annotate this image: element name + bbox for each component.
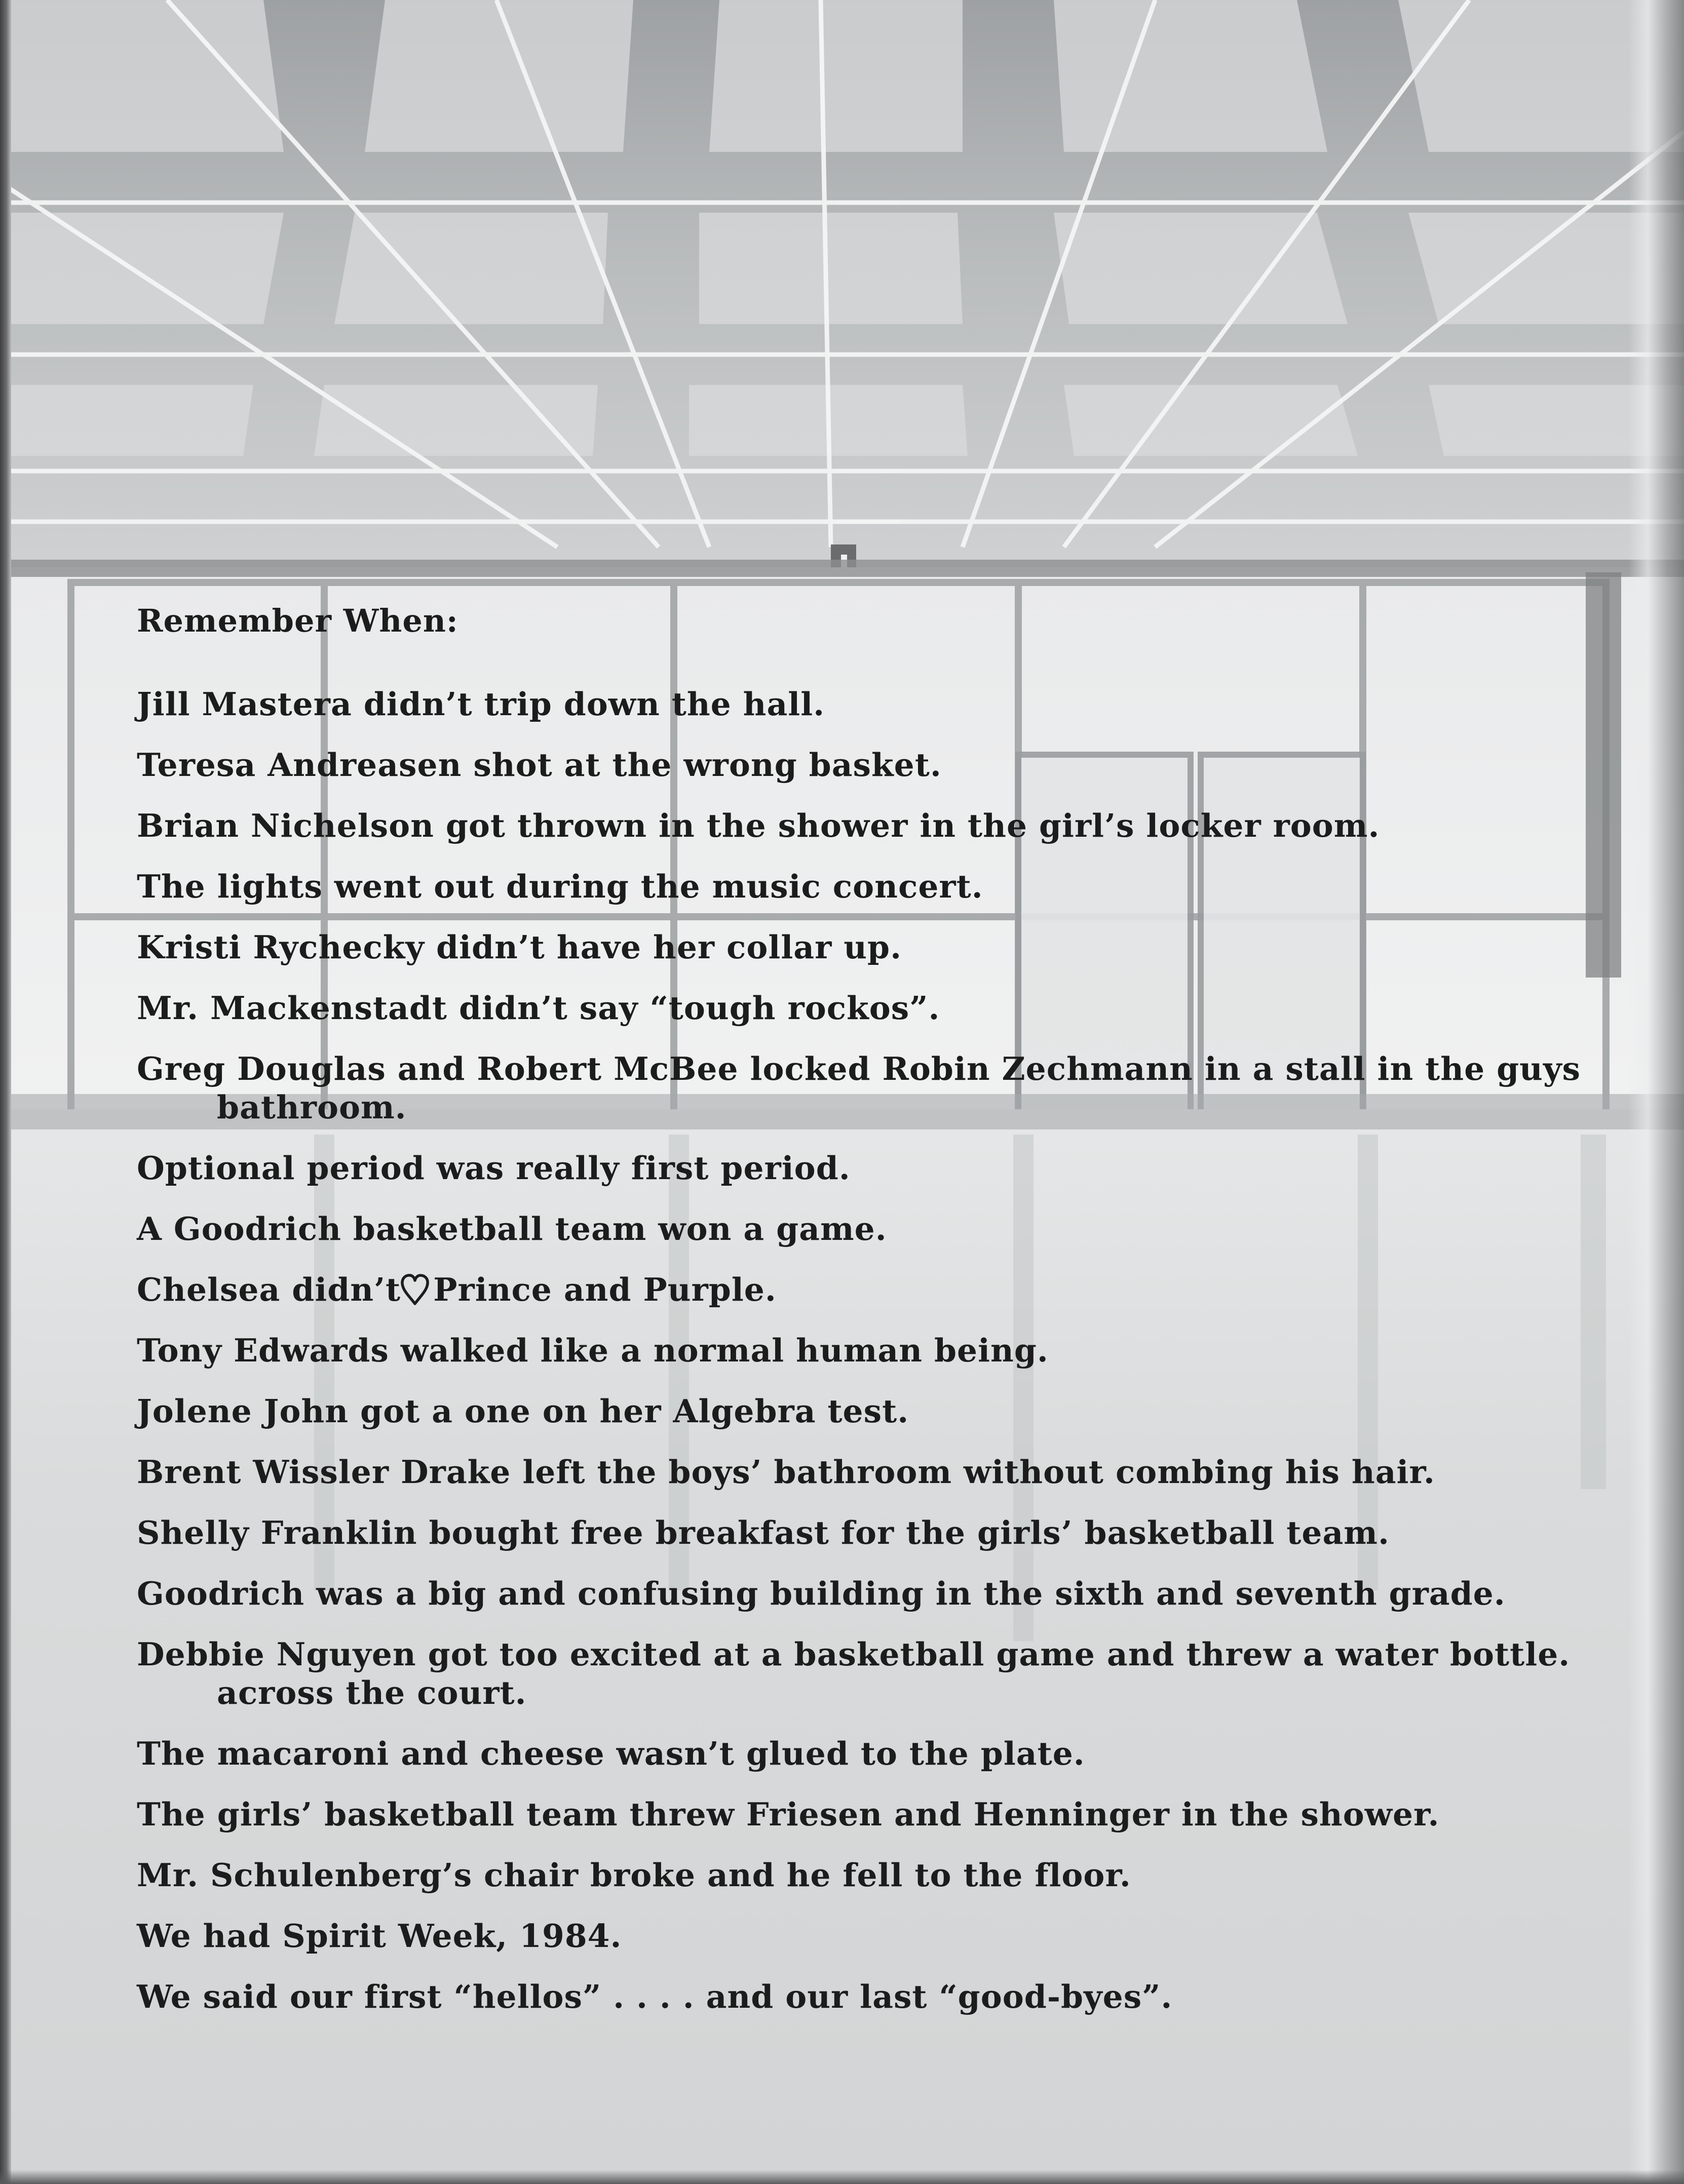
list-item: Shelly Franklin bought free breakfast for the girls’ basketball team. bbox=[137, 1514, 1390, 1551]
list-item: Jolene John got a one on her Algebra test. bbox=[137, 1392, 909, 1430]
list-item: The girls’ basketball team threw Friesen and Henninger in the shower. bbox=[137, 1796, 1440, 1833]
list-item: A Goodrich basketball team won a game. bbox=[137, 1210, 887, 1247]
list-item: Debbie Nguyen got too excited at a basketball game and threw a water bottle. across the court. bbox=[137, 1635, 1571, 1711]
memory-list bbox=[137, 685, 1606, 2016]
bottom-edge-shadow bbox=[0, 2170, 1684, 2184]
page-curl-shadow bbox=[1628, 0, 1684, 2184]
ceiling-panels bbox=[0, 0, 1684, 456]
list-item-text-after: Prince and Purple. bbox=[433, 1271, 777, 1308]
list-item: Greg Douglas and Robert McBee locked Robin Zechmann in a stall in the guys bathroom. bbox=[137, 1050, 1581, 1126]
list-item: We said our first “hellos” . . . . and our last “good-byes”. bbox=[137, 1978, 1173, 2015]
list-item: Jill Mastera didn’t trip down the hall. bbox=[137, 685, 825, 723]
binding-shadow bbox=[0, 0, 11, 2184]
list-item: Teresa Andreasen shot at the wrong basket. bbox=[137, 746, 942, 784]
wall-beam bbox=[0, 560, 1684, 577]
list-item: The macaroni and cheese wasn’t glued to the plate. bbox=[137, 1735, 1085, 1772]
heading: Remember When: bbox=[137, 602, 458, 639]
remember-when-text bbox=[137, 602, 1606, 2038]
list-item: The lights went out during the music concert. bbox=[137, 868, 983, 905]
list-item: Goodrich was a big and confusing building in the sixth and seventh grade. bbox=[137, 1575, 1506, 1612]
list-item: Optional period was really first period. bbox=[137, 1149, 851, 1187]
heart-outline-icon bbox=[400, 1273, 430, 1306]
list-item: Mr. Schulenberg’s chair broke and he fell to the floor. bbox=[137, 1856, 1131, 1894]
list-item: Tony Edwards walked like a normal human being. bbox=[137, 1332, 1049, 1369]
list-item: We had Spirit Week, 1984. bbox=[137, 1917, 622, 1955]
list-item: Brent Wissler Drake left the boys’ bathroom without combing his hair. bbox=[137, 1453, 1435, 1491]
list-item-text-before: Chelsea didn’t bbox=[137, 1271, 401, 1308]
list-item: Brian Nichelson got thrown in the shower in the girl’s locker room. bbox=[137, 807, 1380, 844]
list-item bbox=[137, 1270, 1606, 1309]
list-item: Mr. Mackenstadt didn’t say “tough rockos”. bbox=[137, 989, 940, 1027]
list-item: Kristi Rychecky didn’t have her collar up. bbox=[137, 928, 902, 966]
